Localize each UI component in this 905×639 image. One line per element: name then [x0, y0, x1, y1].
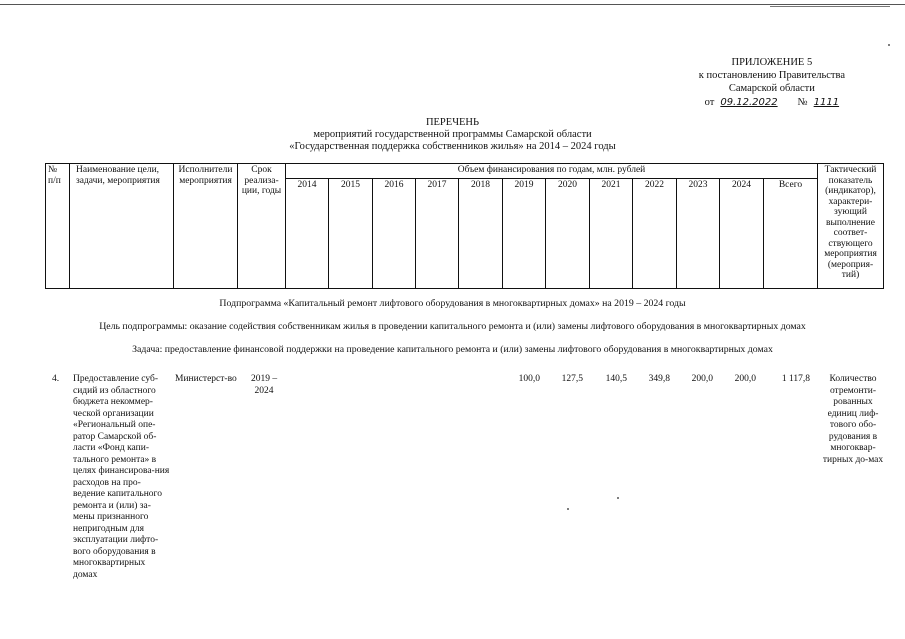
- row-num: 4.: [52, 374, 60, 384]
- row-executor: Министерст-во: [175, 374, 237, 384]
- scan-speck: [617, 497, 619, 499]
- top-border-line-secondary: [770, 6, 890, 7]
- handwritten-date: 09.12.2022: [720, 97, 778, 108]
- header-year: 2024: [720, 179, 764, 289]
- subprogram-heading: Подпрограмма «Капитальный ремонт лифтового оборудования в многоквартирных домах» на 2019 – 2024 годы: [219, 298, 686, 309]
- header-executor: Исполнители мероприятия: [174, 164, 238, 289]
- scan-speck: [888, 44, 890, 46]
- header-term: Срок реализа-ции, годы: [238, 164, 286, 289]
- title-heading: ПЕРЕЧЕНЬ: [425, 117, 480, 128]
- header-year: 2014: [286, 179, 329, 289]
- value-total: 1 117,8: [781, 374, 810, 384]
- header-indicator: Тактический показатель (индикатор), характери-зующий выполнение соответ-ствующего мероприятия (мероприя-тий): [818, 164, 884, 289]
- appendix-region: Самарской области: [728, 83, 815, 94]
- subprogram-task: Задача: предоставление финансовой поддержки на проведение капитального ремонта и (или) замены лифтового оборудования в многоквартирных домах: [132, 344, 773, 355]
- value-2023: 200,0: [691, 374, 713, 384]
- appendix-date-line: [699, 96, 845, 109]
- value-2019: 100,0: [518, 374, 540, 384]
- header-funding: Объем финансирования по годам, млн. рублей: [286, 164, 818, 179]
- handwritten-number: 1111: [813, 97, 840, 108]
- scan-speck: [567, 508, 569, 510]
- header-year: 2015: [329, 179, 373, 289]
- value-2021: 140,5: [605, 374, 627, 384]
- value-2022: 349,8: [648, 374, 670, 384]
- subprogram-goal: Цель подпрограммы: оказание содействия собственникам жилья в проведении капитального ремонта и (или) замены лифтового оборудования в многоквартирных домах: [99, 321, 806, 332]
- header-year: 2018: [459, 179, 503, 289]
- title-program-name: «Государственная поддержка собственников жилья» на 2014 – 2024 годы: [289, 141, 616, 152]
- header-total: Всего: [764, 179, 818, 289]
- header-year: 2016: [373, 179, 416, 289]
- document-title: [0, 117, 905, 153]
- title-subheading: мероприятий государственной программы Самарской области: [313, 129, 592, 140]
- appendix-title: ПРИЛОЖЕНИЕ 5: [731, 57, 813, 68]
- top-border-line: [0, 4, 905, 5]
- header-year: 2023: [677, 179, 720, 289]
- date-prefix: от: [704, 97, 715, 108]
- header-year: 2020: [546, 179, 590, 289]
- number-prefix: №: [797, 97, 808, 108]
- header-name: Наименование цели, задачи, мероприятия: [70, 164, 174, 289]
- row-name: Предоставление суб-сидий из областного бюджета некоммер-ческой организации «Региональный опе-ратор Самарской об-ласти «Фонд капи-тального ремонта» в целях финансирова-ния расходов на про-ведение капитального ремонта и (или) за-мены признанного непригодным для эксплуатации лифто-вого оборудования в многоквартирных домах: [73, 374, 170, 580]
- appendix-resolution: к постановлению Правительства: [698, 70, 845, 81]
- value-2020: 127,5: [561, 374, 583, 384]
- value-2024: 200,0: [734, 374, 756, 384]
- row-term: 2019 – 2024: [250, 374, 278, 396]
- row-indicator: Количество отремонти-рованных единиц лиф-тового обо-рудования в многоквар-тирных до-мах: [822, 374, 884, 465]
- appendix-block: [699, 56, 845, 109]
- header-num: № п/п: [46, 164, 70, 289]
- header-year: 2017: [416, 179, 459, 289]
- header-year: 2022: [633, 179, 677, 289]
- header-year: 2019: [503, 179, 546, 289]
- header-year: 2021: [590, 179, 633, 289]
- header-table: [45, 163, 884, 289]
